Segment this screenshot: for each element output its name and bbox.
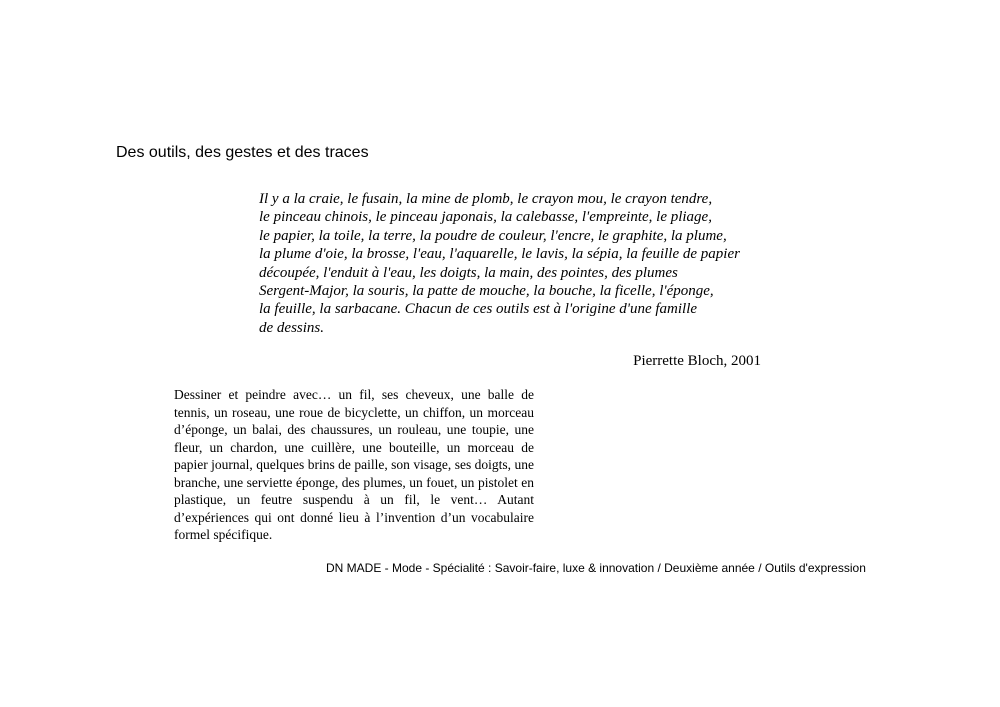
quote-block — [259, 190, 779, 337]
quote-line: la plume d'oie, la brosse, l'eau, l'aquarelle, le lavis, la sépia, la feuille de papier — [259, 246, 740, 263]
page-title: Des outils, des gestes et des traces — [116, 144, 369, 161]
quote-line: de dessins. — [259, 319, 324, 336]
quote-line: Sergent-Major, la souris, la patte de mouche, la bouche, la ficelle, l'éponge, — [259, 283, 714, 300]
quote-line: la feuille, la sarbacane. Chacun de ces outils est à l'origine d'une famille — [259, 301, 698, 318]
quote-line: le pinceau chinois, le pinceau japonais, la calebasse, l'empreinte, le pliage, — [259, 209, 712, 226]
footer-caption: DN MADE - Mode - Spécialité : Savoir-faire, luxe & innovation / Deuxième année / Outils d'expression — [326, 561, 866, 575]
quote-line: découpée, l'enduit à l'eau, les doigts, la main, des pointes, des plumes — [259, 264, 678, 281]
quote-line: le papier, la toile, la terre, la poudre de couleur, l'encre, le graphite, la plume, — [259, 227, 727, 244]
quote-attribution: Pierrette Bloch, 2001 — [633, 353, 761, 369]
quote-line: Il y a la craie, le fusain, la mine de plomb, le crayon mou, le crayon tendre, — [259, 191, 713, 207]
body-paragraph: Dessiner et peindre avec… un fil, ses cheveux, une balle de tennis, un roseau, une roue de bicyclette, un chiffon, un morceau d’éponge, un balai, des chaussures, un rouleau, une toupie, une fleur, un chardon, une cuillère, une bouteille, un morceau de papier journal, quelques brins de paille, son visage, ses doigts, une branche, une serviette éponge, des plumes, un fouet, un pistolet en plastique, un feutre suspendu à un fil, le vent… Autant d’expériences qui ont donné lieu à l’invention d’un vocabulaire formel spécifique. — [174, 387, 534, 542]
